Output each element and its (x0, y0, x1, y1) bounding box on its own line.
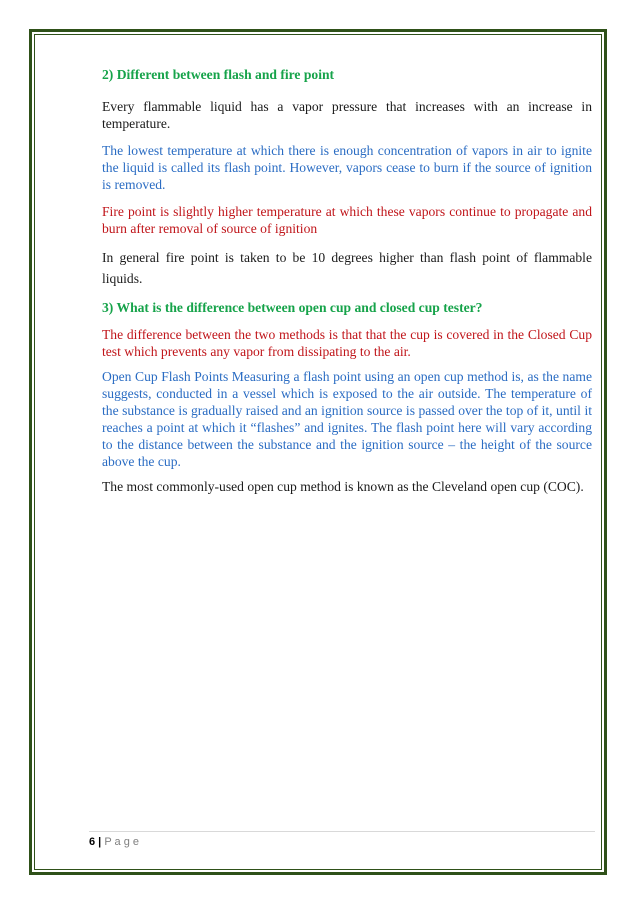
section-2-paragraph-2: The lowest temperature at which there is enough concentration of vapors in air to ignite the liquid is called its flash point. However, vapors cease to burn if the source of ignition is removed. (102, 143, 592, 192)
page-label: P a g e (104, 836, 139, 848)
page-number: 6 (89, 836, 96, 848)
section-3-paragraph-2: Open Cup Flash Points Measuring a flash point using an open cup method is, as the name suggests, conducted in a vessel which is exposed to the air outside. The temperature of the substance is gradually raised and an ignition source is passed over the top of it, until it reaches a point at which it “flashes” and ignites. The flash point here will vary according to the distance between the substance and the ignition source – the height of the source above the cup. (102, 369, 592, 469)
page-footer (89, 836, 139, 848)
section-2-heading: 2) Different between flash and fire point (102, 67, 335, 82)
footer-divider (89, 831, 595, 832)
section-3-paragraph-1: The difference between the two methods is that that the cup is covered in the Closed Cup test which prevents any vapor from dissipating to the air. (102, 327, 592, 359)
footer-separator: | (95, 836, 105, 848)
section-3-heading: 3) What is the difference between open cup and closed cup tester? (102, 300, 483, 315)
page-content (102, 60, 592, 495)
section-2-paragraph-4: In general fire point is taken to be 10 degrees higher than flash point of flammable liquids. (102, 250, 592, 286)
section-2-paragraph-1: Every flammable liquid has a vapor pressure that increases with an increase in temperature. (102, 99, 592, 131)
section-2-paragraph-3: Fire point is slightly higher temperature at which these vapors continue to propagate and burn after removal of source of ignition (102, 204, 592, 236)
section-3-paragraph-3: The most commonly-used open cup method is known as the Cleveland open cup (COC). (102, 479, 584, 494)
